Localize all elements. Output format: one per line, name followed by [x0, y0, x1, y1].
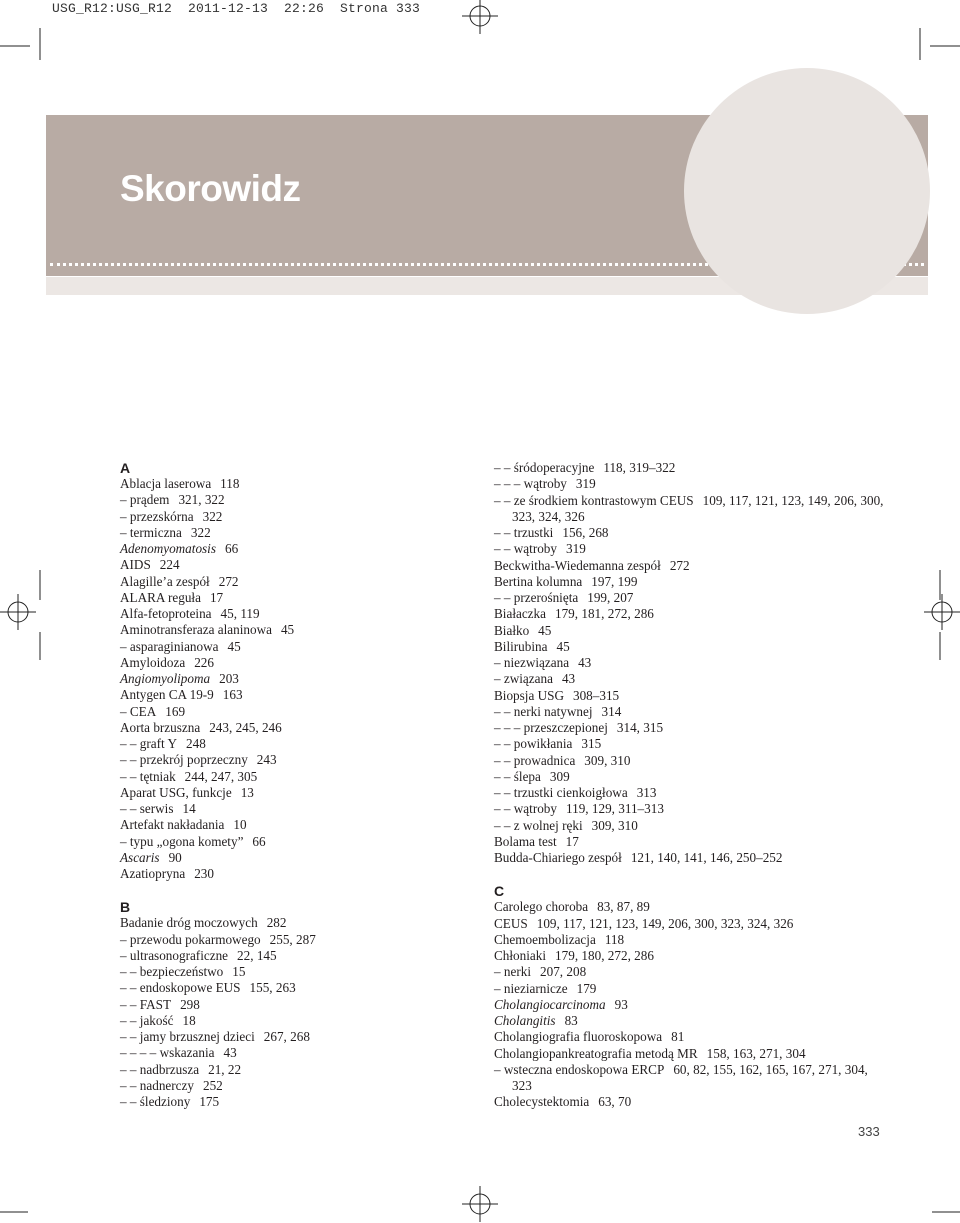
index-entry	[494, 736, 884, 752]
index-entry	[494, 720, 884, 736]
index-entry	[120, 541, 490, 557]
index-term: Amyloidoza	[120, 654, 186, 670]
index-term: Adenomyomatosis	[120, 541, 216, 556]
index-pages: 267, 268	[263, 1029, 310, 1044]
index-term: Chemoembolizacja	[494, 931, 596, 947]
index-pages: 169	[165, 703, 186, 719]
index-entry	[120, 817, 490, 833]
index-entry	[120, 476, 490, 492]
index-pages: 255, 287	[269, 931, 316, 947]
index-pages: 119, 129, 311–313	[566, 801, 664, 817]
index-entry	[120, 1029, 490, 1045]
index-term: ALARA reguła	[120, 589, 201, 605]
index-entry	[494, 916, 884, 932]
index-pages: 321, 322	[178, 492, 225, 508]
index-entry	[120, 736, 490, 752]
index-term: Bertina kolumna	[494, 573, 583, 589]
index-term: – asparaginianowa	[120, 638, 219, 654]
index-pages: 109, 117, 121, 123, 149, 206, 300, 323, 324, 326	[536, 915, 794, 931]
index-term: – typu „ogona komety”	[120, 833, 244, 849]
index-entry	[494, 948, 884, 964]
index-pages: 163	[222, 687, 243, 703]
index-pages: 118	[220, 476, 240, 491]
index-entry	[494, 769, 884, 785]
index-pages: 156, 268	[562, 525, 609, 540]
index-pages: 45	[538, 622, 552, 638]
index-pages: 14	[182, 801, 196, 816]
index-entry	[494, 1013, 884, 1029]
index-term: – – – wątroby	[494, 476, 567, 492]
index-pages: 282	[266, 915, 287, 931]
index-term: Biopsja USG	[494, 687, 564, 703]
index-term: – – przekrój poprzeczny	[120, 752, 248, 768]
index-entry	[494, 899, 884, 915]
index-term: – – endoskopowe EUS	[120, 980, 241, 996]
index-pages: 252	[202, 1077, 223, 1093]
index-pages: 155, 263	[249, 980, 296, 996]
index-term: Alfa-fetoproteina	[120, 606, 212, 621]
index-pages: 43	[561, 671, 576, 687]
index-entry	[120, 834, 490, 850]
page-number: 333	[858, 1124, 880, 1139]
index-pages: 118, 319–322	[603, 460, 676, 475]
index-term: – CEA	[120, 703, 157, 719]
index-term: Bilirubina	[494, 638, 548, 654]
index-pages: 45	[556, 638, 570, 654]
index-entry	[120, 687, 490, 703]
index-pages: 15	[232, 964, 246, 979]
index-term: Bolama test	[494, 833, 557, 849]
index-term: – – bezpieczeństwo	[120, 964, 224, 979]
index-pages: 309, 310	[591, 817, 638, 833]
index-entry	[120, 671, 490, 687]
index-entry	[494, 688, 884, 704]
index-pages: 45	[280, 622, 295, 638]
index-pages: 179, 181, 272, 286	[554, 606, 654, 622]
index-pages: 43	[578, 655, 592, 670]
index-term: – – jamy brzusznej dzieci	[120, 1029, 255, 1044]
index-term: Cholangiopankreatografia metodą MR	[494, 1045, 698, 1061]
index-pages: 243, 245, 246	[209, 719, 282, 735]
index-term: – przezskórna	[120, 508, 194, 524]
index-term: – przewodu pokarmowego	[120, 931, 261, 947]
index-term: Budda-Chiariego zespół	[494, 850, 622, 865]
index-term: – związana	[494, 671, 553, 687]
index-pages: 272	[218, 573, 239, 589]
index-pages: 45, 119	[220, 606, 260, 621]
index-pages: 81	[671, 1029, 685, 1045]
index-entry	[120, 769, 490, 785]
index-entry	[120, 720, 490, 736]
index-term: Azatiopryna	[120, 866, 186, 881]
index-term: – – trzustki cienkoigłowa	[494, 785, 628, 800]
index-term: Aminotransferaza alaninowa	[120, 622, 272, 638]
index-pages: 244, 247, 305	[184, 768, 258, 784]
index-entry	[120, 964, 490, 980]
index-entry	[120, 525, 490, 541]
index-term: Artefakt nakładania	[120, 817, 225, 833]
index-term: – – FAST	[120, 996, 172, 1012]
index-entry	[494, 460, 884, 476]
index-entry	[494, 704, 884, 720]
index-term: Aparat USG, funkcje	[120, 784, 232, 800]
index-term: – – tętniak	[120, 768, 176, 784]
index-term: – nieziarnicze	[494, 980, 568, 996]
index-entry	[120, 785, 490, 801]
index-entry	[120, 932, 490, 948]
index-entry	[494, 1094, 884, 1110]
index-term: Ascaris	[120, 849, 160, 865]
crop-marks-bottom	[0, 1200, 960, 1223]
index-pages: 313	[636, 785, 657, 800]
index-term: – – z wolnej ręki	[494, 817, 583, 833]
index-entry	[120, 752, 490, 768]
decorative-circle	[684, 68, 930, 314]
index-entry	[120, 850, 490, 866]
index-entry	[120, 509, 490, 525]
index-pages: 207, 208	[540, 964, 587, 980]
index-entry	[494, 932, 884, 948]
index-term: Cholecystektomia	[494, 1094, 590, 1110]
index-term: – – graft Y	[120, 736, 178, 751]
index-term: Białaczka	[494, 606, 546, 622]
index-term: Antygen CA 19-9	[120, 687, 214, 703]
page-title: Skorowidz	[120, 168, 301, 209]
index-term: Cholangiografia fluoroskopowa	[494, 1029, 663, 1045]
index-term: – – jakość	[120, 1012, 174, 1028]
index-pages: 66	[252, 833, 266, 849]
index-pages: 45	[227, 638, 241, 654]
index-pages: 13	[240, 784, 254, 800]
index-pages: 10	[233, 817, 247, 833]
index-pages: 197, 199	[591, 573, 638, 589]
index-term: Alagille’a zespół	[120, 573, 210, 589]
index-entry	[120, 948, 490, 964]
index-entry	[120, 997, 490, 1013]
index-entry	[120, 492, 490, 508]
index-entry	[494, 476, 884, 492]
index-pages: 309	[549, 768, 570, 784]
index-pages: 203	[219, 671, 239, 686]
index-pages: 319	[575, 476, 596, 492]
index-pages: 83	[564, 1013, 578, 1028]
index-entry	[120, 915, 490, 931]
index-term: – – serwis	[120, 801, 174, 816]
index-pages: 21, 22	[208, 1061, 242, 1077]
index-term: – – nerki natywnej	[494, 703, 593, 719]
index-entry	[494, 1029, 884, 1045]
index-entry	[494, 997, 884, 1013]
index-term: – termiczna	[120, 524, 182, 540]
index-pages: 319	[566, 541, 586, 557]
index-term: – – przerośnięta	[494, 590, 579, 605]
index-entry	[120, 1078, 490, 1094]
index-term: – ultrasonograficzne	[120, 947, 229, 963]
index-pages: 17	[565, 833, 579, 849]
index-pages: 309, 310	[584, 752, 631, 768]
index-term: Cholangiocarcinoma	[494, 996, 606, 1012]
index-pages: 243	[256, 752, 277, 768]
index-term: – – śródoperacyjne	[494, 460, 595, 475]
index-pages: 315	[581, 736, 602, 752]
index-pages: 93	[614, 996, 628, 1012]
index-entry	[494, 785, 884, 801]
index-pages: 17	[209, 589, 224, 605]
index-term: Cholangitis	[494, 1013, 556, 1028]
index-pages: 199, 207	[587, 590, 634, 605]
index-entry	[494, 834, 884, 850]
index-term: – – wątroby	[494, 801, 557, 817]
index-entry	[494, 1046, 884, 1062]
index-term: – – śledziony	[120, 1094, 191, 1109]
index-entry	[120, 1045, 490, 1061]
index-term: Białko	[494, 622, 530, 638]
index-pages: 18	[182, 1012, 196, 1028]
index-entry	[494, 801, 884, 817]
index-pages: 83, 87, 89	[597, 899, 650, 915]
index-entry	[120, 1094, 490, 1110]
index-term: – – wątroby	[494, 541, 557, 557]
crop-marks-top	[0, 0, 960, 60]
index-pages: 60, 82, 155, 162, 165, 167, 271, 304, 323	[512, 1061, 868, 1093]
index-pages: 109, 117, 121, 123, 149, 206, 300, 323, 324, 326	[512, 492, 884, 524]
index-term: – – powikłania	[494, 736, 573, 752]
index-term: – niezwiązana	[494, 655, 570, 670]
index-entry	[120, 980, 490, 996]
index-term: – – trzustki	[494, 525, 554, 540]
index-pages: 230	[194, 866, 214, 881]
index-pages: 158, 163, 271, 304	[706, 1045, 806, 1061]
index-entry	[494, 671, 884, 687]
print-slug: USG_R12:USG_R12 2011-12-13 22:26 Strona 333	[52, 1, 421, 16]
index-entry	[494, 850, 884, 866]
index-pages: 226	[194, 654, 214, 670]
index-term: – – ze środkiem kontrastowym CEUS	[494, 492, 694, 508]
index-entry	[494, 981, 884, 997]
index-term: – – prowadnica	[494, 752, 576, 768]
index-pages: 314	[601, 703, 622, 719]
index-pages: 66	[224, 541, 239, 556]
index-pages: 175	[199, 1094, 220, 1109]
index-term: Carolego choroba	[494, 899, 589, 915]
index-pages: 179	[576, 980, 597, 996]
index-entry	[120, 704, 490, 720]
index-term: – nerki	[494, 964, 531, 980]
index-pages: 298	[180, 996, 200, 1012]
index-pages: 272	[669, 557, 690, 573]
index-entry	[120, 801, 490, 817]
index-term: – – ślepa	[494, 768, 541, 784]
index-letter-heading: C	[494, 883, 505, 900]
index-pages: 314, 315	[616, 720, 664, 735]
index-pages: 322	[202, 508, 223, 524]
index-term: – – – – wskazania	[120, 1045, 215, 1061]
index-letter-heading: B	[120, 899, 131, 916]
index-entry	[120, 866, 490, 882]
index-term: Aorta brzuszna	[120, 719, 201, 735]
index-term: Angiomyolipoma	[120, 671, 211, 686]
index-entry	[120, 1013, 490, 1029]
index-term: – wsteczna endoskopowa ERCP	[494, 1061, 665, 1077]
index-term: Ablacja laserowa	[120, 476, 212, 491]
side-ticks	[0, 557, 960, 660]
index-term: Badanie dróg moczowych	[120, 915, 258, 931]
index-term: CEUS	[494, 915, 528, 931]
index-column-right	[494, 460, 884, 1111]
index-pages: 179, 180, 272, 286	[555, 948, 654, 963]
index-pages: 118	[604, 931, 625, 947]
index-pages: 224	[159, 557, 180, 573]
index-column-left	[120, 460, 490, 1110]
index-term: – prądem	[120, 492, 170, 508]
section-gap	[494, 866, 884, 883]
index-term: – – nadnerczy	[120, 1077, 194, 1093]
index-letter-heading: A	[120, 460, 131, 476]
section-gap	[120, 882, 490, 899]
index-entry	[494, 1062, 884, 1095]
index-term: – – nadbrzusza	[120, 1061, 200, 1077]
index-term: AIDS	[120, 557, 151, 573]
index-term: Beckwitha-Wiedemanna zespół	[494, 557, 661, 573]
index-pages: 43	[223, 1045, 237, 1061]
index-entry	[494, 818, 884, 834]
index-pages: 248	[186, 736, 206, 751]
index-entry	[494, 753, 884, 769]
index-pages: 322	[190, 524, 211, 540]
index-pages: 90	[168, 849, 182, 865]
index-entry	[494, 964, 884, 980]
index-entry	[120, 1062, 490, 1078]
index-term: Chłoniaki	[494, 948, 547, 963]
index-pages: 121, 140, 141, 146, 250–252	[630, 850, 783, 865]
index-entry	[494, 493, 884, 526]
index-term: – – – przeszczepionej	[494, 720, 608, 735]
index-pages: 308–315	[572, 687, 620, 703]
index-pages: 63, 70	[598, 1094, 632, 1110]
index-pages: 22, 145	[237, 947, 277, 963]
index-entry	[494, 525, 884, 541]
index-entry	[494, 541, 884, 557]
